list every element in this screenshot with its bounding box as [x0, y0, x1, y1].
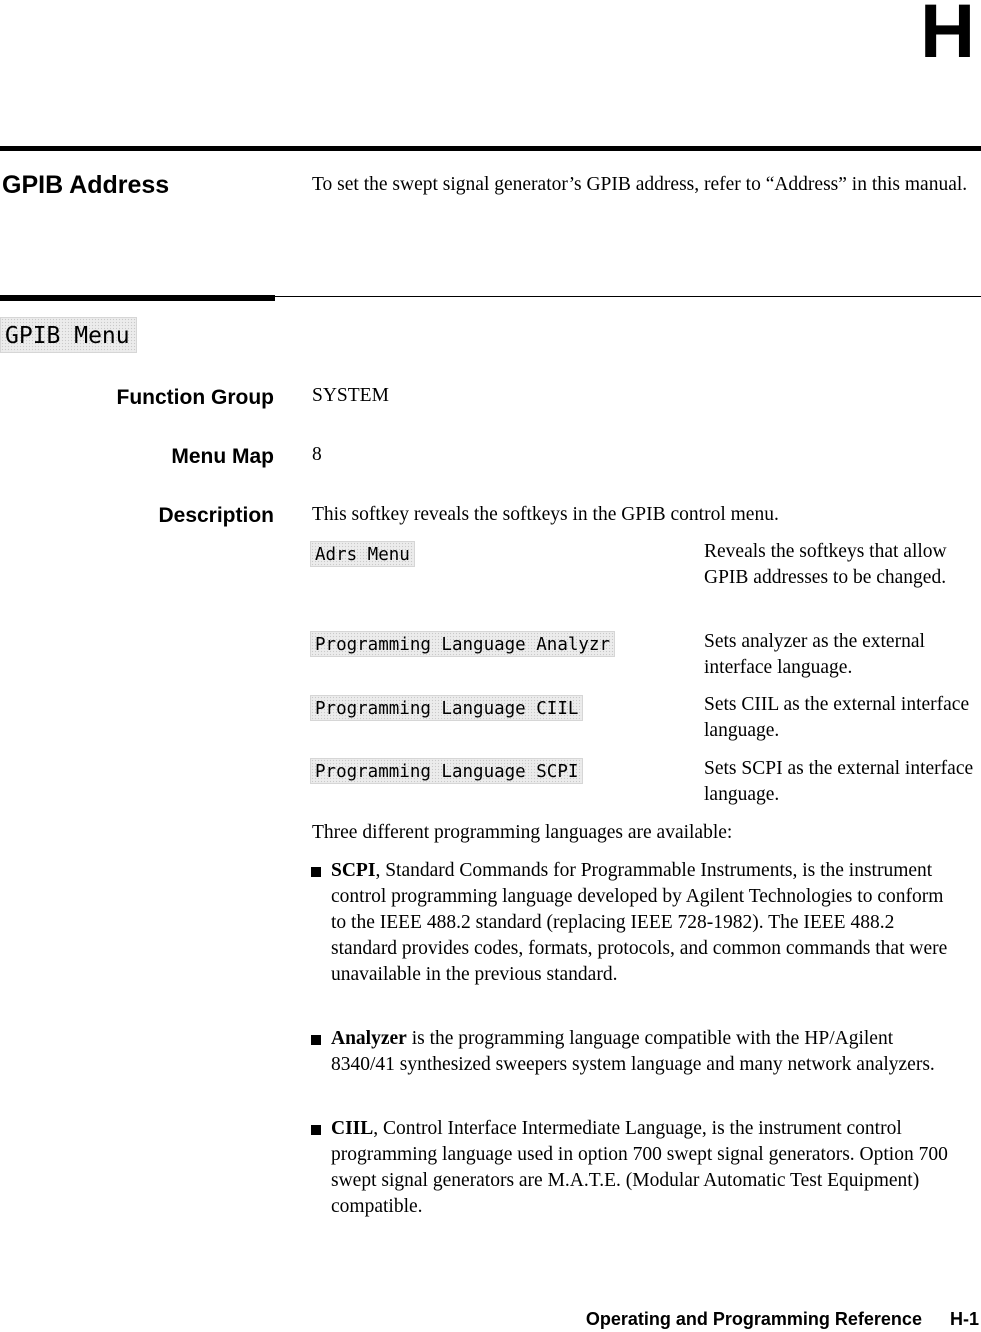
softkey-language-scpi: Programming Language SCPI — [310, 758, 583, 784]
section-divider-accent — [0, 295, 275, 301]
language-term-ciil: CIIL — [331, 1118, 374, 1139]
bullet-icon — [311, 1035, 321, 1045]
menu-map-label: Menu Map — [171, 445, 274, 468]
bullet-icon — [311, 867, 321, 877]
language-text-scpi: , Standard Commands for Programmable Instruments, is the instrument control programming language developed by Agilent Technologies to conform to the IEEE 488.2 standard (replacing IEEE 728-1982). The IEEE 488.2 standard provides codes, formats, protocols, and common commands that were unavailable in the previous standard. — [331, 860, 948, 985]
gpib-menu-softkey: GPIB Menu — [0, 317, 137, 353]
section-title-gpib-address: GPIB Address — [2, 171, 170, 199]
softkey-adrs-menu-description: Reveals the softkeys that allow GPIB addresses to be changed. — [704, 541, 947, 588]
language-item-scpi — [331, 858, 951, 988]
section-divider — [0, 146, 981, 151]
softkey-language-ciil: Programming Language CIIL — [310, 695, 583, 721]
chapter-letter: H — [920, 0, 975, 74]
softkey-language-scpi-description: Sets SCPI as the external interface language. — [704, 758, 974, 805]
softkey-adrs-menu: Adrs Menu — [310, 541, 415, 567]
page-number: H-1 — [949, 1309, 979, 1329]
menu-map-value: 8 — [312, 444, 322, 465]
gpib-address-body: To set the swept signal generator’s GPIB address, refer to “Address” in this manual. — [312, 174, 968, 195]
description-label: Description — [158, 504, 274, 527]
bullet-icon — [311, 1125, 321, 1135]
softkey-language-analyzr: Programming Language Analyzr — [310, 631, 615, 657]
footer-title: Operating and Programming Reference — [585, 1309, 922, 1329]
language-item-ciil — [331, 1116, 967, 1220]
function-group-label: Function Group — [116, 386, 274, 409]
softkey-language-ciil-description: Sets CIIL as the external interface language. — [704, 694, 970, 741]
softkey-language-analyzr-description: Sets analyzer as the external interface language. — [704, 631, 925, 678]
description-intro: This softkey reveals the softkeys in the GPIB control menu. — [312, 504, 779, 525]
language-item-analyzer — [331, 1026, 951, 1078]
language-text-analyzer: is the programming language compatible with the HP/Agilent 8340/41 synthesized sweepers system language and many network analyzers. — [331, 1028, 935, 1075]
page-footer — [586, 1306, 979, 1332]
language-term-scpi: SCPI — [331, 860, 376, 881]
languages-intro: Three different programming languages are available: — [312, 822, 733, 843]
function-group-value: SYSTEM — [312, 385, 389, 406]
language-term-analyzer: Analyzer — [331, 1028, 407, 1049]
language-text-ciil: , Control Interface Intermediate Language, is the instrument control programming language used in option 700 swept signal generators. Option 700 swept signal generators are M.A.T.E. (Modular Automatic Test Equipment) compatible. — [331, 1118, 948, 1217]
